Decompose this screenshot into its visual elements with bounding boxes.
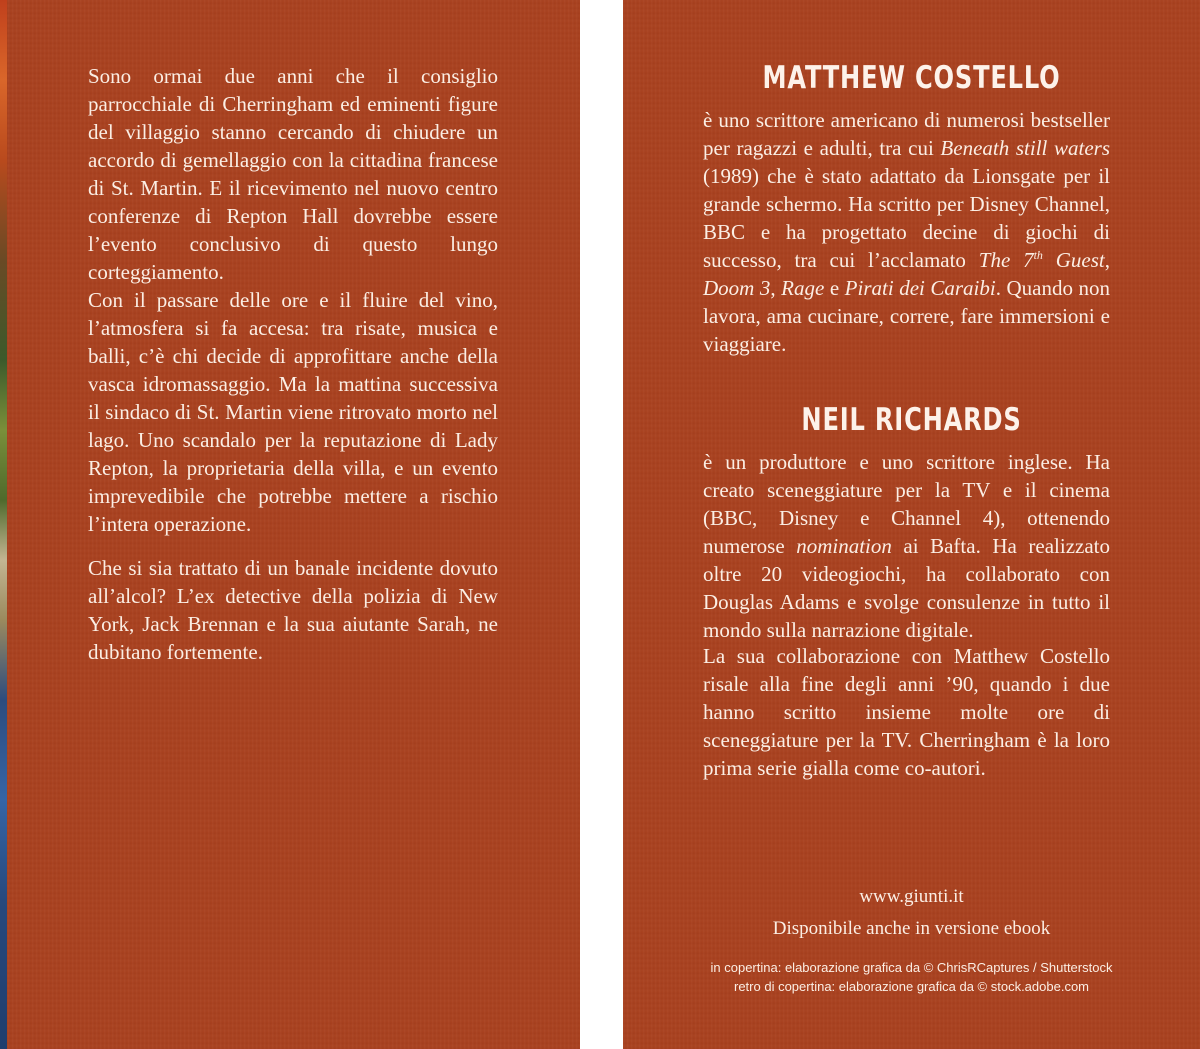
back-cover-image-credit: retro di copertina: elaborazione grafica da © stock.adobe.com (734, 979, 1089, 994)
author-2-bio-italic: nomination (796, 534, 892, 558)
author-1-bio (703, 106, 1110, 358)
author-1-game-title-3: Rage (781, 276, 825, 300)
author-1-bio-text-a: è uno scrittore americano di numerosi bestseller per ragazzi e adulti, tra cui (703, 108, 1110, 160)
blurb-paragraph-2: Con il passare delle ore e il fluire del vino, l’atmosfera si fa accesa: tra risate, musica e balli, c’è chi decide di approfittare anche della vasca idromassaggio. Ma la mattina successiva il sindaco di St. Martin viene ritrovato morto nel lago. Uno scandalo per la reputazione di Lady Repton, la proprietaria della villa, e un evento imprevedibile che potrebbe mettere a rischio l’intera operazione. (88, 288, 498, 536)
author-1-game-title-1-start: The 7 (978, 248, 1034, 272)
back-cover-panel (0, 0, 580, 1049)
author-1-bio-text-b: (1989) che è stato adattato da Lionsgate per il grande schermo. Ha scritto per Disney Channel, BBC e ha progettato decine di giochi di successo, tra cui l’acclamato (703, 164, 1110, 272)
author-1-bio-text-e: e (824, 276, 845, 300)
author-2-bio-text-b: ai Bafta. Ha realizzato oltre 20 videogiochi, ha collaborato con Douglas Adams e svolge consulenze in tutto il mondo sulla narrazione digitale. (703, 534, 1110, 642)
author-2-name: NEIL RICHARDS (801, 402, 1022, 438)
author-2-collaboration: La sua collaborazione con Matthew Costello risale alla fine degli anni ’90, quando i due hanno scritto insieme molte ore di sceneggiature per la TV. Cherringham è la loro prima serie gialla come co-autori. (703, 644, 1110, 780)
author-1-bio-text-f: . Quando non lavora, ama cucinare, correre, fare immersioni e viaggiare. (703, 276, 1110, 356)
author-1-book-title-1: Beneath still waters (940, 136, 1111, 160)
cover-edge-image-strip (0, 0, 7, 1049)
author-1-bio-text-c: , (1104, 248, 1111, 272)
ebook-availability-note: Disponibile anche in versione ebook (772, 918, 1051, 939)
author-1-game-title-1-end: Guest (1042, 248, 1105, 272)
front-cover-image-credit: in copertina: elaborazione grafica da © ChrisRCaptures / Shutterstock (710, 960, 1113, 975)
author-1-game-title-1 (979, 248, 1105, 272)
author-1-bio-text-d: , (770, 276, 782, 300)
blurb-paragraph-3: Che si sia trattato di un banale incidente dovuto all’alcol? L’ex detective della polizia di New York, Jack Brennan e la sua aiutante Sarah, ne dubitano fortemente. (88, 556, 498, 664)
author-1-game-title-2: Doom 3 (703, 276, 771, 300)
author-flap-panel (623, 0, 1200, 1049)
author-1-name: MATTHEW COSTELLO (762, 60, 1061, 96)
author-2-bio-text-a: è un produttore e uno scrittore inglese. Ha creato sceneggiature per la TV e il cinema (BBC, Disney e Channel 4), ottenendo numerose (703, 450, 1110, 558)
author-1-game-title-1-sup: th (1033, 248, 1043, 262)
author-2-bio (703, 448, 1110, 644)
author-1-game-title-4: Pirati dei Caraibi (844, 276, 996, 300)
blurb-paragraph-1: Sono ormai due anni che il consiglio parrocchiale di Cherringham ed eminenti figure del villaggio stanno cercando di chiudere un accordo di gemellaggio con la cittadina francese di St. Martin. E il ricevimento nel nuovo centro conferenze di Repton Hall dovrebbe essere l’evento conclusivo di questo lungo corteggiamento. (88, 64, 498, 284)
publisher-website: www.giunti.it (859, 886, 964, 907)
